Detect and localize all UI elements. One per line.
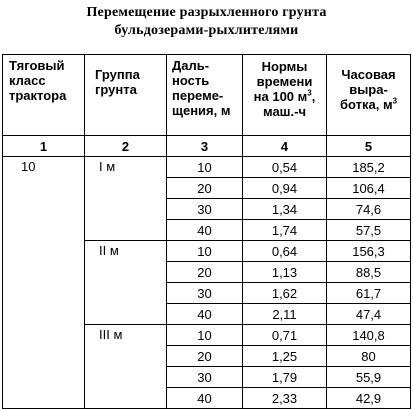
time-norm-cell: 1,62	[243, 283, 327, 304]
output-cell: 47,4	[327, 304, 411, 325]
column-number: 4	[243, 136, 327, 157]
time-norm-cell: 1,13	[243, 262, 327, 283]
distance-cell: 40	[167, 388, 243, 409]
output-cell: 185,2	[327, 157, 411, 178]
time-norm-cell: 1,79	[243, 367, 327, 388]
title-line-2: бульдозерами-рыхлителями	[114, 23, 299, 38]
distance-cell: 30	[167, 283, 243, 304]
distance-cell: 20	[167, 178, 243, 199]
time-norm-cell: 0,94	[243, 178, 327, 199]
column-number: 1	[3, 136, 85, 157]
time-norm-cell: 1,34	[243, 199, 327, 220]
output-cell: 55,9	[327, 367, 411, 388]
header-time-norm: Нормы времени на 100 $м^3$, маш.-ч	[243, 55, 327, 136]
column-number-row	[3, 136, 411, 157]
distance-cell: 30	[167, 367, 243, 388]
header-tractor-class: Тяговый класс трактора	[3, 55, 85, 136]
distance-cell: 20	[167, 262, 243, 283]
tractor-class-cell: 10	[3, 157, 85, 409]
distance-cell: 10	[167, 241, 243, 262]
norms-table	[2, 54, 411, 409]
column-number: 2	[85, 136, 167, 157]
column-number: 5	[327, 136, 411, 157]
output-cell: 80	[327, 346, 411, 367]
distance-cell: 10	[167, 157, 243, 178]
distance-cell: 40	[167, 304, 243, 325]
output-cell: 61,7	[327, 283, 411, 304]
distance-cell: 10	[167, 325, 243, 346]
output-cell: 140,8	[327, 325, 411, 346]
title-line-1: Перемещение разрыхленного грунта	[86, 5, 327, 20]
column-number: 3	[167, 136, 243, 157]
output-cell: 88,5	[327, 262, 411, 283]
time-norm-cell: 2,11	[243, 304, 327, 325]
table-row	[3, 157, 411, 178]
time-norm-cell: 2,33	[243, 388, 327, 409]
distance-cell: 20	[167, 346, 243, 367]
output-cell: 156,3	[327, 241, 411, 262]
distance-cell: 30	[167, 199, 243, 220]
time-norm-cell: 0,54	[243, 157, 327, 178]
output-cell: 74,6	[327, 199, 411, 220]
header-output: Часовая выра- ботка, $м^3$	[327, 55, 411, 136]
soil-group-cell: II м	[85, 241, 167, 325]
distance-cell: 40	[167, 220, 243, 241]
output-cell: 57,5	[327, 220, 411, 241]
time-norm-cell: 0,71	[243, 325, 327, 346]
soil-group-cell: III м	[85, 325, 167, 409]
header-soil-group: Группа грунта	[85, 55, 167, 136]
time-norm-cell: 1,74	[243, 220, 327, 241]
header-distance: Даль- ность переме- щения, м	[167, 55, 243, 136]
time-norm-cell: 1,25	[243, 346, 327, 367]
output-cell: 106,4	[327, 178, 411, 199]
time-norm-cell: 0,64	[243, 241, 327, 262]
output-cell: 42,9	[327, 388, 411, 409]
header-row	[3, 55, 411, 136]
soil-group-cell: I м	[85, 157, 167, 241]
